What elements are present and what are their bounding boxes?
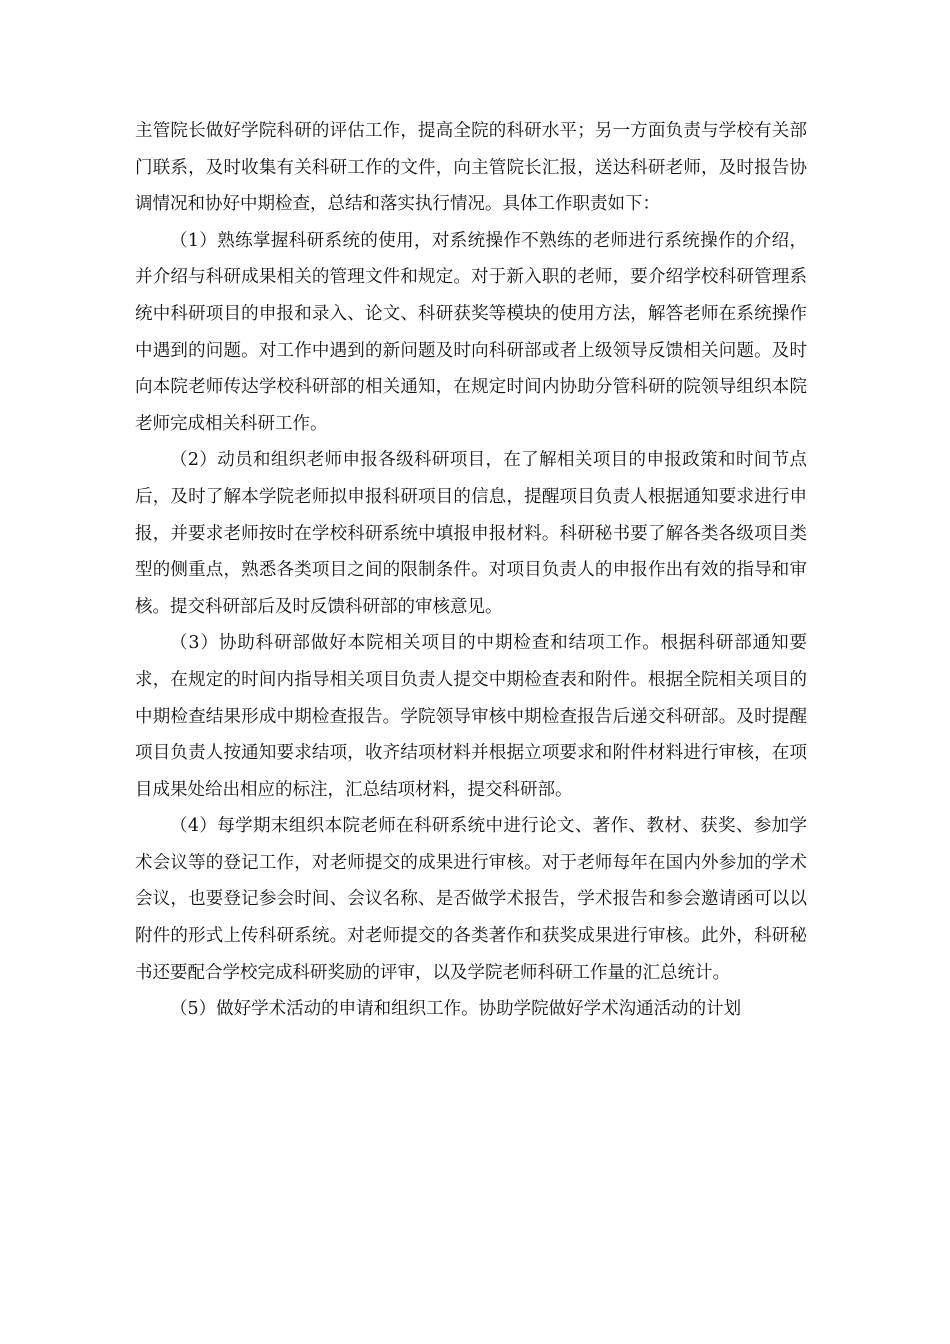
paragraph-item-2: （2）动员和组织老师申报各级科研项目，在了解相关项目的申报政策和时间节点后，及时了解本学院老师拟申报科研项目的信息，提醒项目负责人根据通知要求进行申报，并要求老师按时在学校科研系统中填报申报材料。科研秘书要了解各类各级项目类型的侧重点，熟悉各类项目之间的限制条件。对项目负责人的申报作出有效的指导和审核。提交科研部后及时反馈科研部的审核意见。 (135, 450, 807, 617)
paragraph-item-1: （1）熟练掌握科研系统的使用，对系统操作不熟练的老师进行系统操作的介绍，并介绍与科研成果相关的管理文件和规定。对于新入职的老师，要介绍学校科研管理系统中科研项目的申报和录入、论文、科研获奖等模块的使用方法，解答老师在系统操作中遇到的问题。对工作中遇到的新问题及时向科研部或者上级领导反馈相关问题。及时向本院老师传达学校科研部的相关通知，在规定时间内协助分管科研的院领导组织本院老师完成相关科研工作。 (135, 230, 807, 434)
paragraph-item-5: （5）做好学术活动的申请和组织工作。协助学院做好学术沟通活动的计划 (170, 999, 742, 1020)
paragraph-continuation: 主管院长做好学院科研的评估工作，提高全院的科研水平；另一方面负责与学校有关部门联系，及时收集有关科研工作的文件，向主管院长汇报，送达科研老师，及时报告协调情况和协好中期检查，总结和落实执行情况。具体工作职责如下： (135, 121, 807, 215)
document-page (135, 113, 807, 1028)
paragraph-item-4: （4）每学期末组织本院老师在科研系统中进行论文、著作、教材、获奖、参加学术会议等的登记工作，对老师提交的成果进行审核。对于老师每年在国内外参加的学术会议，也要登记参会时间、会议名称、是否做学术报告，学术报告和参会邀请函可以以附件的形式上传科研系统。对老师提交的各类著作和获奖成果进行审核。此外，科研秘书还要配合学校完成科研奖励的评审，以及学院老师科研工作量的汇总统计。 (135, 816, 807, 983)
paragraph-item-3: （3）协助科研部做好本院相关项目的中期检查和结项工作。根据科研部通知要求，在规定的时间内指导相关项目负责人提交中期检查表和附件。根据全院相关项目的中期检查结果形成中期检查报告。学院领导审核中期检查报告后递交科研部。及时提醒项目负责人按通知要求结项，收齐结项材料并根据立项要求和附件材料进行审核，在项目成果处给出相应的标注，汇总结项材料，提交科研部。 (135, 633, 807, 800)
